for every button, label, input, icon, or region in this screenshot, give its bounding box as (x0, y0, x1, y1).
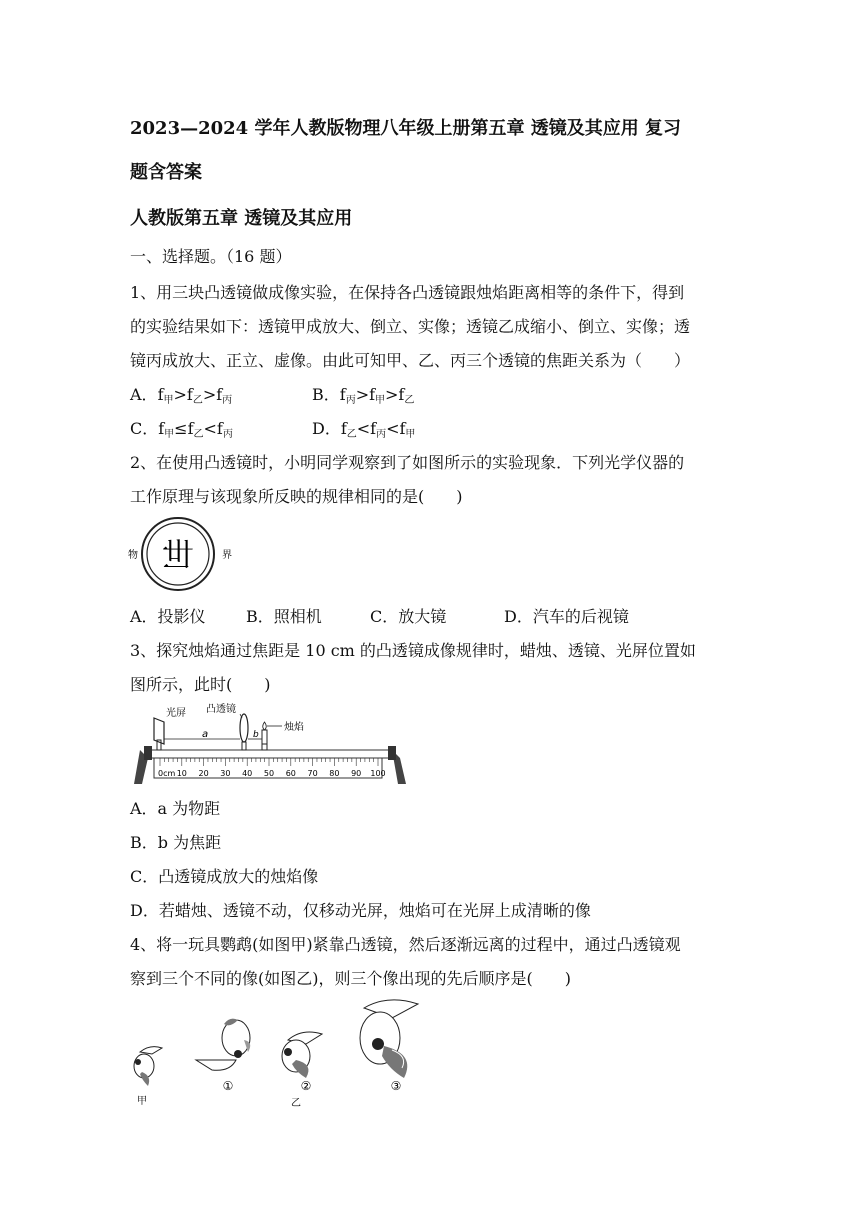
f-symbol: f (158, 419, 165, 438)
section-heading: 一、选择题。（16 题） (130, 247, 292, 266)
parrot-image-3 (360, 1000, 418, 1078)
flame (263, 722, 267, 730)
subscript: 甲 (375, 395, 386, 406)
q4-line-2: 察到三个不同的像(如图乙)，则三个像出现的先后顺序是( ) (130, 969, 571, 988)
operator: < (203, 419, 217, 438)
option-letter: D． (312, 419, 341, 438)
ruler-tick-label: 100 (370, 769, 386, 778)
operator: < (386, 419, 400, 438)
ruler-tick-label: 20 (198, 769, 209, 778)
q3-option-a[interactable]: A．a 为物距 (130, 799, 221, 818)
ruler-tick-label: 60 (285, 769, 296, 778)
q3-option-b[interactable]: B．b 为焦距 (130, 833, 222, 852)
lens-holder (242, 742, 246, 750)
operator: ≤ (174, 419, 188, 438)
q3-option-d[interactable]: D．若蜡烛、透镜不动，仅移动光屏，烛焰可在光屏上成清晰的像 (130, 901, 591, 920)
subscript: 甲 (163, 395, 174, 406)
label-b: b (253, 730, 259, 740)
lens-label: 凸透镜 (206, 704, 236, 715)
right-char: 界 (222, 550, 232, 561)
f-symbol: f (157, 385, 164, 404)
label-3: ③ (390, 1079, 402, 1093)
ruler-tick-label: 40 (242, 769, 253, 778)
label-jia: 甲 (137, 1096, 147, 1107)
subscript: 丙 (376, 429, 387, 440)
ruler-tick-label: 0cm (158, 769, 176, 778)
ruler-tick-label: 70 (307, 769, 318, 778)
rail-right-end (388, 746, 396, 760)
f-symbol: f (340, 419, 347, 438)
option-letter: C． (130, 419, 159, 438)
subscript: 丙 (345, 395, 356, 406)
subscript: 丙 (222, 429, 233, 440)
subtitle: 人教版第五章 透镜及其应用 (130, 208, 353, 229)
ruler-tick-label: 80 (329, 769, 340, 778)
q4-line-1: 4、将一玩具鹦鹉(如图甲)紧靠凸透镜，然后逐渐远离的过程中，通过凸透镜观 (130, 935, 681, 954)
operator: > (173, 385, 187, 404)
f-symbol: f (216, 419, 223, 438)
q1-option-a[interactable] (130, 384, 232, 412)
subscript: 丙 (222, 395, 233, 406)
left-char: 物 (128, 550, 138, 561)
operator: < (356, 419, 371, 438)
ruler-tick-label: 30 (220, 769, 231, 778)
candle (262, 730, 267, 744)
q1-line-3: 镜丙成放大、正立、虚像。由此可知甲、乙、丙三个透镜的焦距关系为（ ） (130, 351, 691, 370)
q1-line-2: 的实验结果如下：透镜甲成放大、倒立、实像；透镜乙成缩小、倒立、实像；透 (130, 317, 691, 336)
parrot-figure (126, 994, 426, 1110)
label-2: ② (300, 1079, 312, 1093)
label-1: ① (222, 1079, 234, 1093)
f-symbol: f (399, 419, 406, 438)
ruler-tick-label: 90 (351, 769, 362, 778)
q3-option-c[interactable]: C．凸透镜成放大的烛焰像 (130, 867, 319, 886)
parrot-image-2 (282, 1032, 322, 1078)
ruler-tick-label: 50 (263, 769, 275, 778)
q1-option-d[interactable] (312, 418, 415, 446)
q2-option-c[interactable]: C．放大镜 (370, 607, 447, 626)
title-line-1: 2023—2024 学年人教版物理八年级上册第五章 透镜及其应用 复习 (130, 118, 681, 139)
q1-option-b[interactable] (312, 384, 414, 412)
f-symbol: f (370, 419, 377, 438)
q3-line-1: 3、探究烛焰通过焦距是 10 cm 的凸透镜成像规律时，蜡烛、透镜、光屏位置如 (130, 641, 696, 660)
q2-option-b[interactable]: B．照相机 (246, 607, 322, 626)
parrot-image-1 (196, 1019, 250, 1071)
option-letter: A． (130, 385, 158, 404)
q1-line-1: 1、用三块凸透镜做成像实验，在保持各凸透镜跟烛焰距离相等的条件下，得到 (130, 283, 685, 302)
f-symbol: f (398, 385, 405, 404)
parrot-original (134, 1047, 162, 1086)
screen-label: 光屏 (166, 708, 186, 719)
q1-option-c[interactable] (130, 418, 233, 446)
q2-line-2: 工作原理与该现象所反映的规律相同的是( ) (130, 487, 463, 506)
subscript: 乙 (346, 429, 357, 440)
subscript: 甲 (405, 429, 416, 440)
convex-lens (240, 714, 248, 742)
f-symbol: f (339, 385, 346, 404)
subscript: 乙 (193, 429, 204, 440)
inverted-text: 世 (161, 536, 195, 574)
f-symbol: f (186, 385, 193, 404)
magnifier-figure (128, 512, 238, 596)
f-symbol: f (369, 385, 376, 404)
operator: > (355, 385, 370, 404)
f-symbol: f (216, 385, 223, 404)
subscript: 甲 (164, 429, 175, 440)
flame-label: 烛焰 (284, 722, 304, 733)
rail-top (148, 750, 394, 758)
q2-line-1: 2、在使用凸透镜时，小明同学观察到了如图所示的实验现象．下列光学仪器的 (130, 453, 685, 472)
subscript: 乙 (192, 395, 203, 406)
optical-bench-figure (130, 700, 410, 788)
title-line-2: 题含答案 (130, 162, 202, 183)
option-letter: B． (312, 385, 340, 404)
q2-option-a[interactable]: A．投影仪 (130, 607, 206, 626)
q2-option-d[interactable]: D．汽车的后视镜 (504, 607, 629, 626)
label-a: a (202, 729, 209, 740)
operator: > (385, 385, 399, 404)
operator: > (202, 385, 217, 404)
f-symbol: f (187, 419, 194, 438)
q3-line-2: 图所示，此时( ) (130, 675, 271, 694)
rail-left-end (144, 746, 152, 760)
label-yi: 乙 (291, 1098, 301, 1109)
ruler-tick-label: 10 (176, 769, 187, 778)
subscript: 乙 (404, 395, 415, 406)
